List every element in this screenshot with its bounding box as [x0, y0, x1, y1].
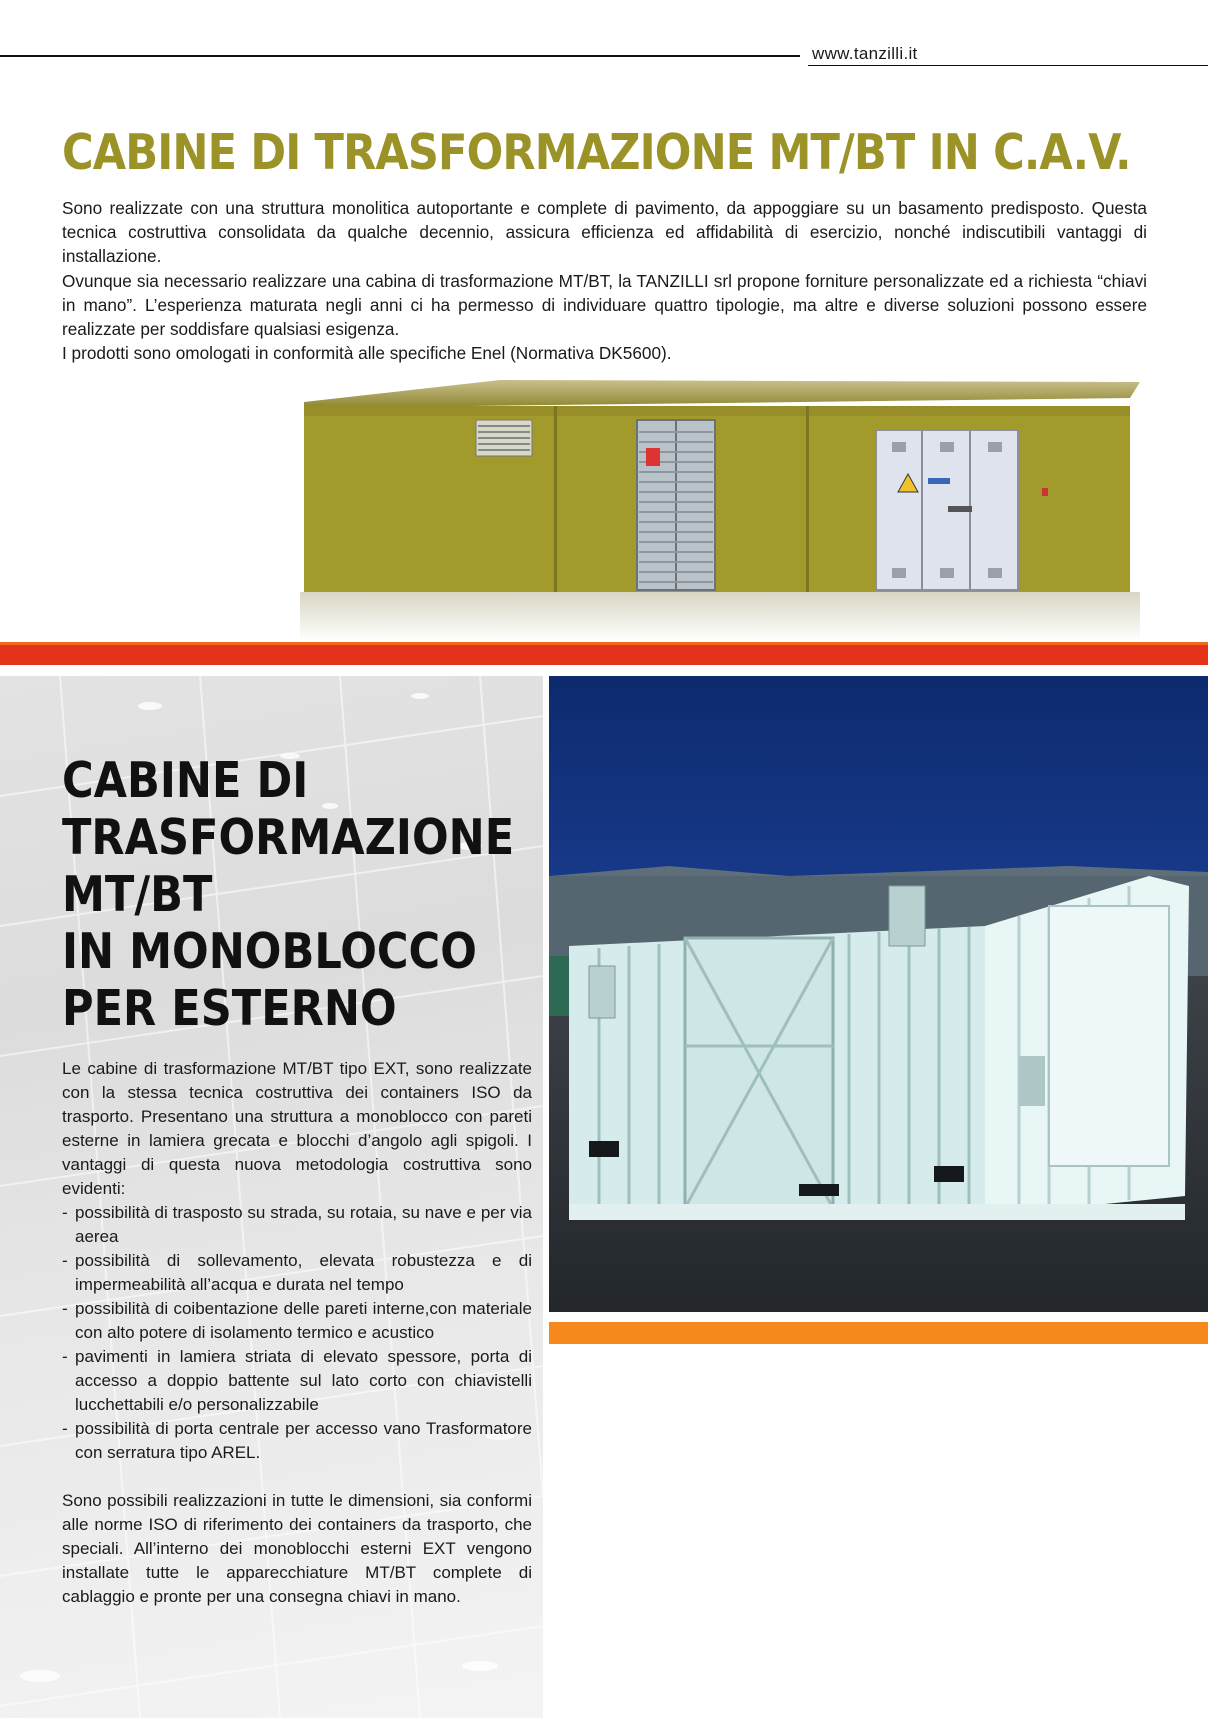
section2-title-line: MT/BT: [62, 866, 213, 923]
header-rule-right: [808, 65, 1208, 66]
intro-paragraph: Sono realizzate con una struttura monolitica autoportante e complete di pavimento, da appoggiare su un basamento predisposto. Questa tecnica costruttiva consolidata da qualche decennio, assicura efficienza ed affidabilità di esercizio, nonché indiscutibili vantaggi di installazione.: [62, 198, 1147, 267]
section2-title-line: IN MONOBLOCCO: [62, 923, 477, 980]
list-item: - possibilità di porta centrale per accesso vano Trasformatore con serratura tipo AREL.: [62, 1417, 532, 1465]
header-rule: [0, 55, 800, 57]
advantages-list: [62, 1201, 532, 1465]
list-item: - pavimenti in lamiera striata di elevato spessore, porta di accesso a doppio battente sul lato corto con chiavistelli lucchettabili e/o personalizzabile: [62, 1345, 532, 1417]
section2-intro: Le cabine di trasformazione MT/BT tipo EXT, sono realizzate con la stessa tecnica costruttiva dei containers ISO da trasporto. Presentano una struttura a monoblocco con pareti esterne in lamiera grecata e blocchi d’angolo agli spigoli. I vantaggi di questa nuova metodologia costruttiva sono evidenti:: [62, 1059, 532, 1198]
section2-title-line: TRASFORMAZIONE: [62, 809, 515, 866]
paragraph-gap: [62, 1465, 532, 1489]
section1-title: CABINE DI TRASFORMAZIONE MT/BT IN C.A.V.: [62, 124, 1131, 181]
louvered-door: [637, 420, 715, 590]
section2-closing: Sono possibili realizzazioni in tutte le dimensioni, sia conformi alle norme ISO di riferimento dei containers da trasporto, che speciali. All’interno dei monoblocchi esterni EXT vengono installate tutte le apparecchiature MT/BT complete di cablaggio e pronte per una consegna chiavi in mano.: [62, 1491, 532, 1606]
container-side-door: [685, 938, 833, 1208]
orange-accent-bar: [549, 1322, 1208, 1344]
concrete-cabin-photo: [300, 380, 1140, 642]
section2-title: [62, 752, 515, 1037]
red-divider-bar: [0, 645, 1208, 665]
list-item: - possibilità di coibentazione delle pareti interne,con materiale con alto potere di isolamento termico e acustico: [62, 1297, 532, 1345]
intro-paragraph: Ovunque sia necessario realizzare una cabina di trasformazione MT/BT, la TANZILLI srl propone forniture personalizzate ed a richiesta “chiavi in mano”. L’esperienza maturata negli anni ci ha permesso di individuare quattro tipologie, ma altre e diverse soluzioni possono essere realizzate per soddisfare qualsiasi esigenza.: [62, 270, 1147, 340]
list-item: - possibilità di trasposto su strada, su rotaia, su nave e per via aerea: [62, 1201, 532, 1249]
vent-grille: [476, 420, 532, 456]
list-item: - possibilità di sollevamento, elevata robustezza e di impermeabilità all’acqua e durata nel tempo: [62, 1249, 532, 1297]
section2-title-line: CABINE DI: [62, 752, 309, 809]
container-cabin-photo: [549, 676, 1208, 1312]
section2-title-line: PER ESTERNO: [62, 980, 397, 1037]
white-double-door: [876, 430, 1018, 590]
intro-paragraph: I prodotti sono omologati in conformità alle specifiche Enel (Normativa DK5600).: [62, 343, 672, 364]
section2-body: [62, 1057, 532, 1609]
site-url[interactable]: www.tanzilli.it: [812, 44, 918, 63]
section1-intro: [62, 196, 1147, 365]
